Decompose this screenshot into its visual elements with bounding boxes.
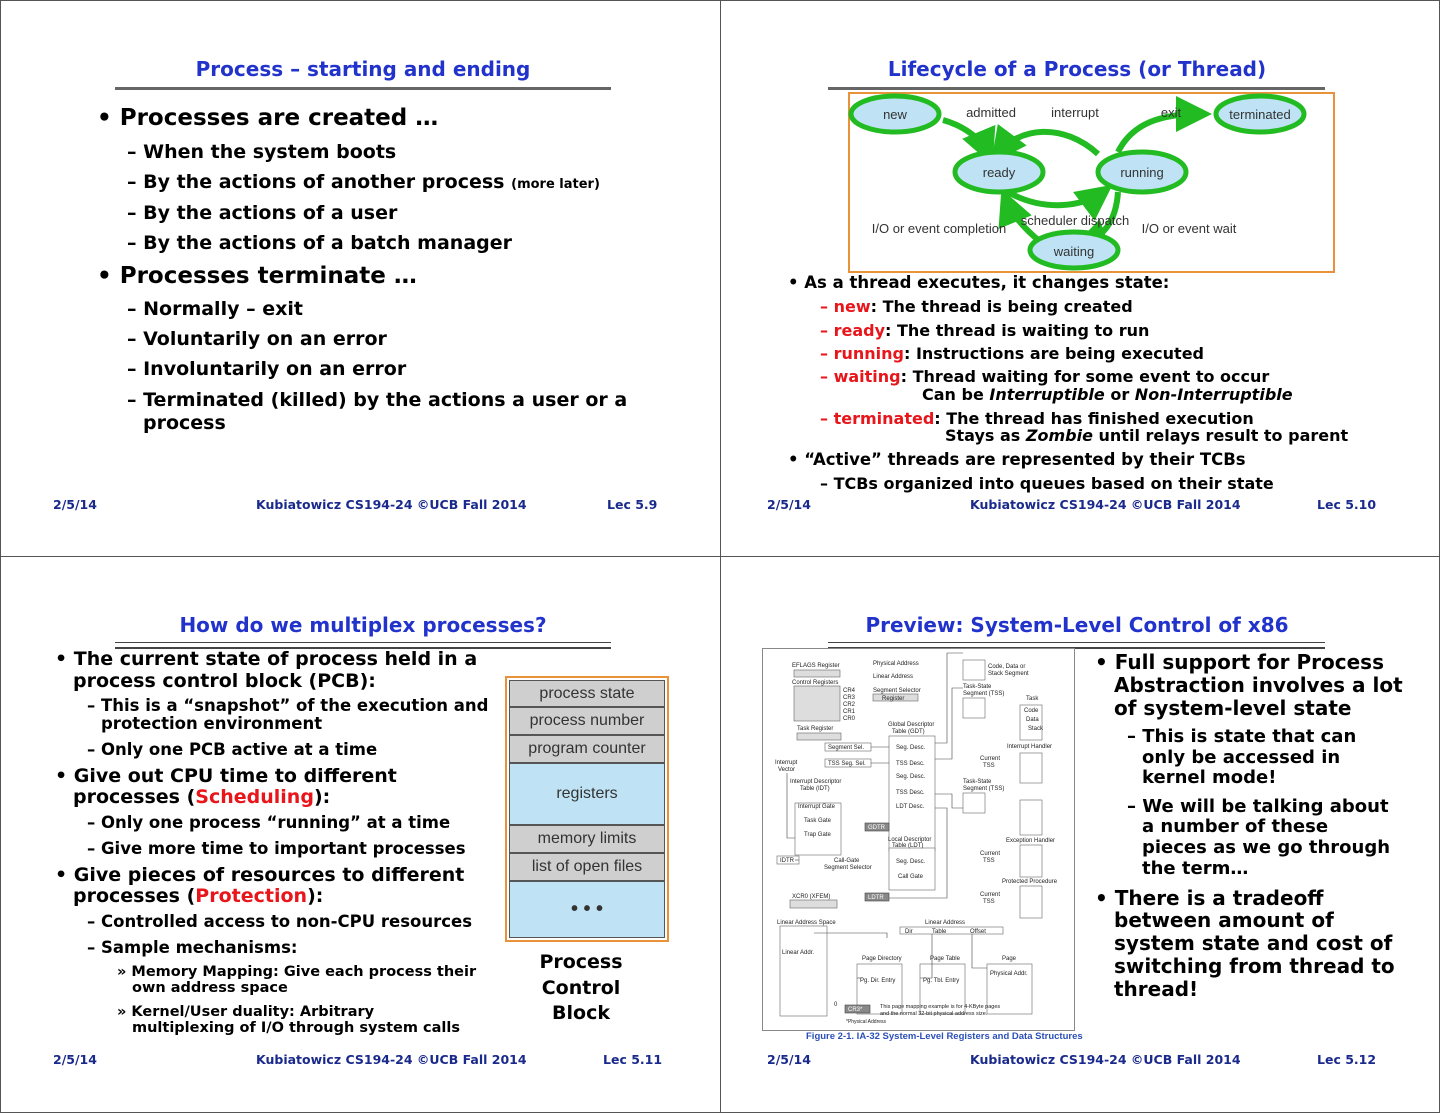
pcb-field: list of open files (509, 853, 665, 881)
sub-bullet: – Controlled access to non-CPU resources (87, 912, 473, 931)
state-key: waiting (833, 367, 901, 386)
state-key: ready (833, 321, 885, 340)
fig-label: TSS (983, 763, 995, 769)
edge-io-wait: I/O or event wait (1141, 221, 1237, 236)
fig-label: Task Register (797, 726, 834, 732)
fig-label: Dir (905, 929, 913, 935)
fig-label: Segment Sel. (828, 745, 865, 751)
fig-label: Task-State (963, 779, 992, 785)
fig-label: Interrupt (775, 760, 798, 766)
state-key: terminated (833, 409, 935, 428)
sub-bullet: – Voluntarily on an error (127, 328, 387, 350)
fig-label: *Physical Address (846, 1019, 887, 1025)
terminated-extra (945, 426, 1348, 445)
pcb-field: program counter (509, 735, 665, 763)
fig-label: Trap Gate (804, 832, 831, 838)
fig-label: Linear Addr. (782, 950, 815, 956)
sub-bullet: – TCBs organized into queues based on their state (820, 474, 1274, 493)
text: processes ( (73, 885, 196, 907)
sub-bullet: – We will be talking about (1127, 796, 1389, 817)
state-running: running (1120, 165, 1164, 180)
dash: – (820, 321, 834, 340)
text: Interruptible (989, 385, 1105, 404)
state-waiting: waiting (1053, 244, 1095, 259)
fig-label: Stack Segment (988, 671, 1029, 677)
x86-system-diagram (762, 648, 1076, 1032)
fig-label: Register (882, 696, 905, 702)
bullet: • The current state of process held in a (55, 648, 478, 670)
fig-label: Call-Gate (834, 858, 860, 864)
sub-sub-bullet-cont: own address space (132, 980, 288, 996)
edge-exit: exit (1160, 105, 1182, 120)
bullet-cont: switching from thread to (1114, 954, 1395, 978)
footer-course: Kubiatowicz CS194-24 ©UCB Fall 2014 (256, 497, 527, 512)
fig-label: TSS Desc. (896, 790, 925, 796)
edge-admitted: admitted (966, 105, 1016, 120)
text: ): (307, 885, 324, 907)
fig-label: Seg. Desc. (896, 745, 926, 751)
slide-title: Preview: System-Level Control of x86 (865, 613, 1289, 637)
fig-label: Vector (778, 767, 796, 773)
footer-date: 2/5/14 (767, 1052, 811, 1067)
fig-label: Global Descriptor (888, 722, 935, 728)
pcb-caption: Block (552, 1002, 610, 1024)
sub-bullet: – This is a “snapshot” of the execution and (87, 696, 489, 715)
edge-io-completion: I/O or event completion (871, 221, 1007, 236)
fig-label: Interrupt Handler (1007, 744, 1053, 750)
slide-title: Process – starting and ending (195, 57, 531, 81)
sub-bullet: – Terminated (killed) by the actions a user or a (127, 389, 628, 411)
bullet-cont (73, 885, 323, 907)
fig-label: Segment Selector (873, 688, 921, 694)
sub-bullet: – Sample mechanisms: (87, 938, 298, 957)
footer-date: 2/5/14 (53, 1052, 97, 1067)
sub-bullet-cont: protection environment (101, 714, 323, 733)
fig-label: Code, Data or (988, 664, 1026, 670)
figure-caption: Figure 2-1. IA-32 System-Level Registers and Data Structures (806, 1031, 1083, 1042)
bullet: • Processes terminate … (97, 263, 417, 289)
sub-bullet: – Normally – exit (127, 298, 303, 320)
fig-label: Protected Procedure (1002, 879, 1058, 885)
fig-label: Control Registers (792, 680, 839, 686)
fig-label: CR1 (843, 709, 856, 715)
footer-date: 2/5/14 (767, 497, 811, 512)
fig-label: Current (980, 756, 1001, 762)
fig-label: Seg. Desc. (896, 859, 926, 865)
fig-label: CR0 (843, 716, 856, 722)
fig-label: XCR0 (XFEM) (792, 894, 831, 900)
bullet-cont: between amount of (1114, 908, 1334, 932)
fig-label: 0 (834, 1002, 838, 1008)
text: processes ( (73, 786, 196, 808)
sub-bullet-text: – By the actions of another process (127, 171, 505, 193)
sub-sub-bullet: » Memory Mapping: Give each process their (117, 964, 477, 980)
bullet: • Give pieces of resources to different (55, 864, 465, 886)
fig-label: GDTR (868, 825, 885, 831)
bullet-cont: Abstraction involves a lot (1114, 673, 1403, 697)
state-text: : The thread is waiting to run (885, 321, 1150, 340)
sub-bullet: – When the system boots (127, 141, 397, 163)
text: ): (313, 786, 331, 808)
title-rule (828, 87, 1325, 90)
state-desc-waiting (820, 367, 1269, 386)
fig-label: EFLAGS Register (792, 663, 840, 669)
fig-label: Interrupt Gate (798, 804, 836, 810)
footer-lec: Lec 5.11 (603, 1052, 663, 1067)
footer-course: Kubiatowicz CS194-24 ©UCB Fall 2014 (970, 497, 1241, 512)
bullet: • As a thread executes, it changes state: (788, 273, 1170, 292)
fig-label: Table (GDT) (892, 729, 925, 735)
fig-label: CR3* (848, 1007, 863, 1013)
fig-label: This page mapping example is for 4-KByte pages (880, 1004, 1001, 1010)
fig-label: Interrupt Descriptor (790, 779, 842, 785)
sub-bullet: – Only one process “running” at a time (87, 813, 451, 832)
state-text: : Instructions are being executed (903, 344, 1204, 363)
slide-title: Lifecycle of a Process (or Thread) (887, 57, 1267, 81)
pcb-caption: Control (541, 977, 621, 999)
fig-label: Page (1002, 956, 1017, 962)
fig-label: Segment Selector (824, 865, 872, 871)
text: or (1104, 385, 1135, 404)
sub-bullet-cont: a number of these (1142, 816, 1329, 837)
bullet: • “Active” threads are represented by their TCBs (788, 450, 1246, 469)
text: Zombie (1025, 426, 1093, 445)
sub-bullet-cont: kernel mode! (1142, 767, 1277, 788)
sub-bullet-cont: pieces as we go through (1142, 837, 1391, 858)
title-rule (115, 87, 611, 90)
fig-label: Table (LDT) (892, 843, 924, 849)
fig-label: TSS Seg. Sel. (828, 761, 866, 767)
sub-bullet-cont: only be accessed in (1142, 747, 1341, 768)
sub-sub-bullet: » Kernel/User duality: Arbitrary (117, 1004, 375, 1020)
fig-label: Table (IDT) (800, 786, 830, 792)
state-desc-new (820, 297, 1133, 316)
divider-horizontal (0, 556, 1440, 557)
fig-label: Data (1026, 717, 1039, 723)
footer-course: Kubiatowicz CS194-24 ©UCB Fall 2014 (970, 1052, 1241, 1067)
footer-lec: Lec 5.10 (1317, 497, 1377, 512)
edge-interrupt: interrupt (1051, 105, 1099, 120)
bullet-cont: process control block (PCB): (73, 670, 376, 692)
fig-label: CR2 (843, 702, 856, 708)
dash: – (820, 409, 834, 428)
text: Can be (922, 385, 990, 404)
state-key: running (833, 344, 904, 363)
fig-label: Physical Addr. (990, 971, 1028, 977)
fig-label: Page Directory (862, 956, 902, 962)
sub-bullet (127, 171, 600, 193)
process-state-diagram (848, 92, 1335, 273)
fig-label: Pg. Dir. Entry (860, 978, 896, 984)
dash: – (820, 367, 834, 386)
fig-label: Call Gate (898, 874, 924, 880)
text: until relays result to parent (1092, 426, 1349, 445)
pcb-diagram (505, 676, 669, 942)
keyword: Protection (195, 885, 308, 907)
fig-label: Page Table (930, 956, 960, 962)
keyword: Scheduling (195, 786, 314, 808)
sub-bullet: – Give more time to important processes (87, 839, 466, 858)
state-text: : The thread has finished execution (934, 409, 1254, 428)
footer-date: 2/5/14 (53, 497, 97, 512)
fig-label: Current (980, 851, 1001, 857)
text: Stays as (945, 426, 1026, 445)
footer-course: Kubiatowicz CS194-24 ©UCB Fall 2014 (256, 1052, 527, 1067)
fig-label: Local Descriptor (888, 837, 932, 843)
bullet: • Processes are created … (97, 105, 439, 131)
fig-label: Task (1026, 696, 1039, 702)
state-terminated: terminated (1229, 107, 1291, 122)
pcb-caption: Process (539, 951, 623, 973)
state-text: : Thread waiting for some event to occur (900, 367, 1270, 386)
dash: – (820, 297, 834, 316)
sub-sub-bullet-cont: multiplexing of I/O through system calls (132, 1020, 460, 1036)
fig-label: Stack (1028, 726, 1044, 732)
fig-label: Seg. Desc. (896, 774, 926, 780)
edge-scheduler-dispatch: scheduler dispatch (1020, 213, 1130, 228)
fig-label: Table (932, 929, 947, 935)
fig-label: LDTR (868, 895, 884, 901)
pcb-field: process state (509, 680, 665, 707)
fig-label: Linear Address (925, 920, 966, 926)
sub-bullet: – Only one PCB active at a time (87, 740, 378, 759)
bullet: • Give out CPU time to different (55, 765, 397, 787)
fig-label: Segment (TSS) (963, 691, 1005, 697)
fig-label: CR3 (843, 695, 856, 701)
footer-lec: Lec 5.9 (607, 497, 658, 512)
text: Non-Interruptible (1134, 385, 1293, 404)
fig-label: Physical Address (873, 661, 919, 667)
state-desc-ready (820, 321, 1149, 340)
sub-bullet: – This is state that can (1127, 726, 1357, 747)
fig-label: Linear Address Space (777, 920, 836, 926)
fig-label: Pg. Tbl. Entry (923, 978, 960, 984)
sub-bullet: – By the actions of a user (127, 202, 398, 224)
note: (more later) (511, 177, 600, 192)
waiting-extra (922, 385, 1293, 404)
state-key: new (833, 297, 871, 316)
fig-label: IDTR (780, 858, 794, 864)
bullet: • Full support for Process (1095, 650, 1384, 674)
footer-lec: Lec 5.12 (1317, 1052, 1377, 1067)
fig-label: Code (1024, 708, 1039, 714)
state-ready: ready (982, 165, 1016, 180)
sub-bullet: – Involuntarily on an error (127, 358, 407, 380)
fig-label: LDT Desc. (896, 804, 925, 810)
fig-label: Segment (TSS) (963, 786, 1005, 792)
bullet-cont: thread! (1114, 977, 1199, 1001)
fig-label: TSS (983, 858, 995, 864)
sub-bullet-cont: the term… (1142, 858, 1249, 879)
fig-label: Task Gate (804, 818, 832, 824)
fig-label: TSS Desc. (896, 761, 925, 767)
bullet-cont: system state and cost of (1114, 931, 1393, 955)
bullet-cont (73, 786, 330, 808)
fig-label: Current (980, 892, 1001, 898)
pcb-field: • • • (509, 881, 665, 938)
slide-title: How do we multiplex processes? (179, 613, 547, 637)
fig-label: TSS (983, 899, 995, 905)
bullet: • There is a tradeoff (1095, 886, 1324, 910)
fig-label: Offset (970, 929, 986, 935)
fig-label: Linear Address (873, 674, 914, 680)
fig-label: and the normal 32-bit physical address size. (880, 1011, 988, 1017)
fig-label: Task-State (963, 684, 992, 690)
pcb-field: process number (509, 707, 665, 735)
dash: – (820, 344, 834, 363)
sub-bullet-cont: process (143, 412, 226, 434)
sub-bullet: – By the actions of a batch manager (127, 232, 512, 254)
state-new: new (883, 107, 907, 122)
pcb-field: memory limits (509, 825, 665, 853)
fig-label: CR4 (843, 688, 856, 694)
pcb-field: registers (509, 763, 665, 825)
state-text: : The thread is being created (870, 297, 1133, 316)
state-desc-running (820, 344, 1204, 363)
fig-label: Exception Handler (1006, 838, 1056, 844)
bullet-cont: of system-level state (1114, 696, 1352, 720)
